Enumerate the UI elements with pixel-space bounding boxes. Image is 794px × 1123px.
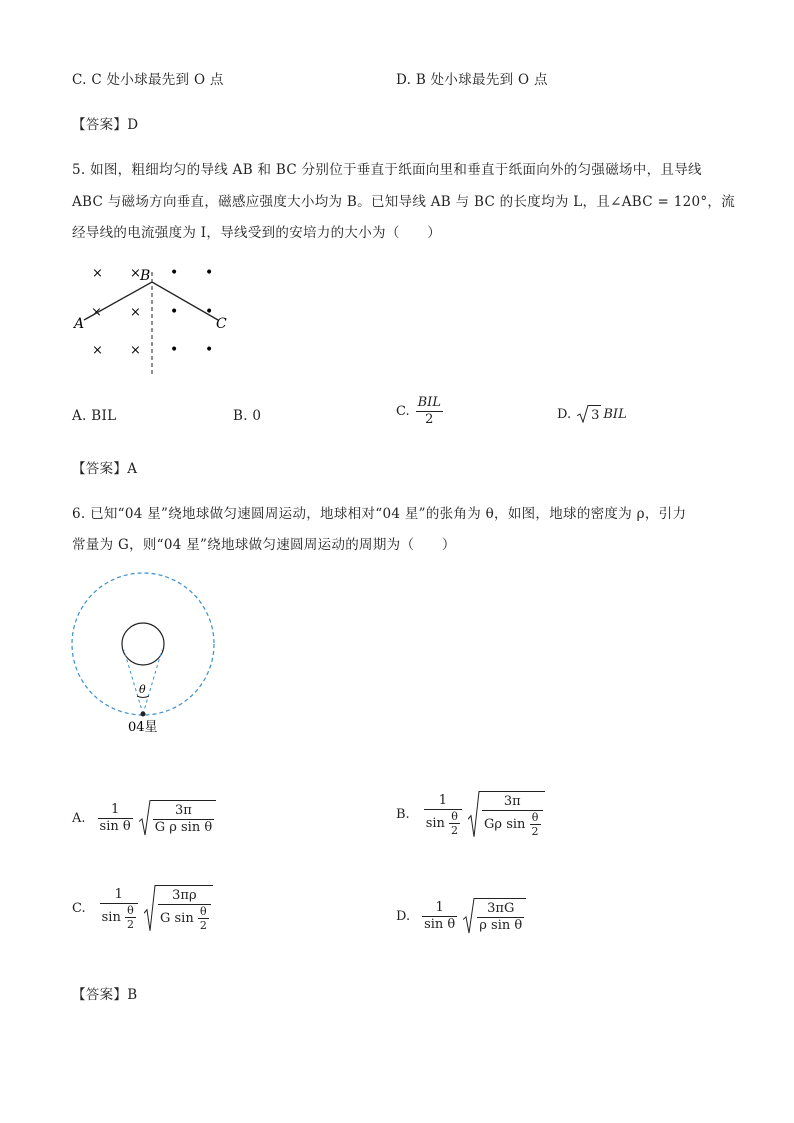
point-b-label: B bbox=[140, 268, 151, 284]
q6-option-b bbox=[396, 791, 545, 838]
q5-answer: 【答案】A bbox=[72, 461, 138, 477]
half-angle bbox=[198, 905, 209, 932]
field-cross: × bbox=[130, 305, 141, 320]
q6-option-d-prefix: D. bbox=[396, 908, 411, 924]
sin-label: sin bbox=[425, 815, 445, 831]
radical-sign-icon bbox=[139, 800, 151, 836]
field-dot: • bbox=[205, 265, 214, 281]
point-c-label: C bbox=[216, 316, 227, 332]
coef-denominator: sin θ bbox=[424, 916, 456, 932]
q6-option-a-radicand bbox=[153, 803, 214, 836]
q6-answer: 【答案】B bbox=[72, 987, 138, 1003]
q6-option-a bbox=[72, 800, 216, 836]
wire-abc bbox=[84, 282, 218, 320]
radical-sign-icon bbox=[577, 405, 589, 423]
radicand-numerator: 3π bbox=[482, 794, 543, 811]
radical-sign-icon bbox=[463, 898, 475, 934]
angle-arc bbox=[137, 696, 149, 698]
q6-option-b-sqrt bbox=[468, 791, 545, 838]
radical-sign-icon bbox=[468, 791, 480, 838]
q5-option-a: A. BIL bbox=[72, 408, 117, 424]
q4-answer: 【答案】D bbox=[72, 117, 139, 133]
q6-stem-line2: 常量为 G，则“04 星”绕地球做匀速圆周运动的周期为（ ） bbox=[72, 537, 456, 553]
q6-option-a-prefix: A. bbox=[72, 810, 86, 826]
radicand-denominator: G ρ sin θ bbox=[154, 820, 213, 835]
field-dot: • bbox=[205, 304, 214, 320]
q4-option-d: D. B 处小球最先到 O 点 bbox=[396, 72, 548, 88]
q6-option-b-prefix: B. bbox=[396, 807, 410, 822]
coef-numerator: 1 bbox=[422, 900, 457, 917]
q5-stem-line3: 经导线的电流强度为 I，导线受到的安培力的大小为（ ） bbox=[72, 225, 442, 241]
q4-option-c: C. C 处小球最先到 O 点 bbox=[72, 72, 224, 88]
half-denominator: 2 bbox=[126, 917, 134, 931]
q5-option-c-prefix: C. bbox=[396, 404, 410, 419]
theta-label: θ bbox=[139, 683, 146, 696]
half-numerator: θ bbox=[449, 810, 460, 824]
radicand-denominator: ρ sin θ bbox=[479, 918, 523, 933]
point-a-label: A bbox=[74, 316, 85, 332]
satellite-label: 04星 bbox=[128, 720, 158, 735]
q6-option-d-sqrt bbox=[463, 898, 526, 934]
q5-option-c-numerator: BIL bbox=[417, 395, 441, 410]
q6-option-a-sqrt bbox=[139, 800, 216, 836]
q6-option-c-prefix: C. bbox=[72, 901, 86, 916]
field-cross: × bbox=[130, 266, 141, 281]
half-numerator: θ bbox=[198, 905, 209, 919]
q5-option-d-prefix: D. bbox=[557, 406, 572, 422]
q6-option-c-coefficient bbox=[100, 887, 138, 931]
half-angle bbox=[449, 810, 460, 837]
q5-stem-line2: ABC 与磁场方向垂直，磁感应强度大小均为 B。已知导线 AB 与 BC 的长度均为 L，且∠ABC = 120°，流 bbox=[72, 194, 736, 210]
coef-numerator: 1 bbox=[100, 887, 138, 904]
half-denominator: 2 bbox=[531, 825, 539, 838]
field-cross: × bbox=[92, 343, 103, 358]
q5-option-d-sqrt bbox=[577, 405, 601, 423]
half-numerator: θ bbox=[125, 904, 136, 918]
q6-option-c-radicand bbox=[158, 888, 211, 932]
earth-circle bbox=[122, 623, 164, 665]
field-cross: × bbox=[92, 266, 103, 281]
tangent-line-right bbox=[143, 650, 162, 714]
radicand-numerator: 3π bbox=[153, 803, 214, 820]
coef-numerator: 1 bbox=[98, 802, 133, 819]
q5-option-c-denominator: 2 bbox=[425, 412, 434, 427]
q5-option-d bbox=[557, 405, 627, 423]
q6-option-b-coefficient bbox=[424, 793, 462, 837]
q5-option-d-rest: BIL bbox=[603, 406, 627, 422]
q6-option-d-radicand bbox=[477, 901, 524, 934]
radicand-numerator: 3πρ bbox=[158, 888, 211, 905]
half-denominator: 2 bbox=[199, 919, 207, 932]
tangent-line-left bbox=[124, 650, 143, 714]
half-angle bbox=[125, 904, 136, 931]
half-denominator: 2 bbox=[451, 823, 459, 837]
q5-stem-line1: 5. 如图，粗细均匀的导线 AB 和 BC 分别位于垂直于纸面向里和垂直于纸面向外的匀强磁场中，且导线 bbox=[72, 162, 702, 178]
q6-option-a-coefficient bbox=[98, 802, 133, 835]
q6-option-d bbox=[396, 898, 526, 934]
q6-option-b-radicand bbox=[482, 794, 543, 838]
q6-orbit-figure bbox=[66, 568, 222, 740]
half-angle bbox=[530, 811, 541, 838]
coef-numerator: 1 bbox=[424, 793, 462, 810]
satellite-point bbox=[141, 712, 146, 717]
q5-option-b: B. 0 bbox=[233, 408, 262, 424]
q6-option-c bbox=[72, 885, 213, 932]
radicand-denominator: G sin bbox=[159, 911, 194, 926]
q5-option-c bbox=[396, 395, 443, 428]
q6-option-d-coefficient bbox=[422, 900, 457, 933]
field-dot: • bbox=[170, 342, 179, 358]
radicand-denominator: Gρ sin bbox=[484, 817, 526, 832]
radical-sign-icon bbox=[144, 885, 156, 932]
q6-option-c-sqrt bbox=[144, 885, 213, 932]
coef-denominator: sin θ bbox=[99, 818, 131, 834]
field-dot: • bbox=[205, 342, 214, 358]
q6-stem-line1: 6. 已知“04 星”绕地球做匀速圆周运动，地球相对“04 星”的张角为 θ，如图，地球的密度为 ρ，引力 bbox=[72, 506, 687, 522]
half-numerator: θ bbox=[530, 811, 541, 825]
field-cross: × bbox=[91, 305, 102, 320]
radicand-numerator: 3πG bbox=[477, 901, 524, 918]
field-dot: • bbox=[170, 265, 179, 281]
sin-label: sin bbox=[101, 909, 121, 925]
q5-option-c-fraction bbox=[416, 395, 443, 428]
field-cross: × bbox=[130, 343, 141, 358]
q5-option-d-root: 3 bbox=[589, 405, 601, 423]
field-dot: • bbox=[170, 304, 179, 320]
q5-magnetic-field-figure bbox=[70, 258, 240, 380]
